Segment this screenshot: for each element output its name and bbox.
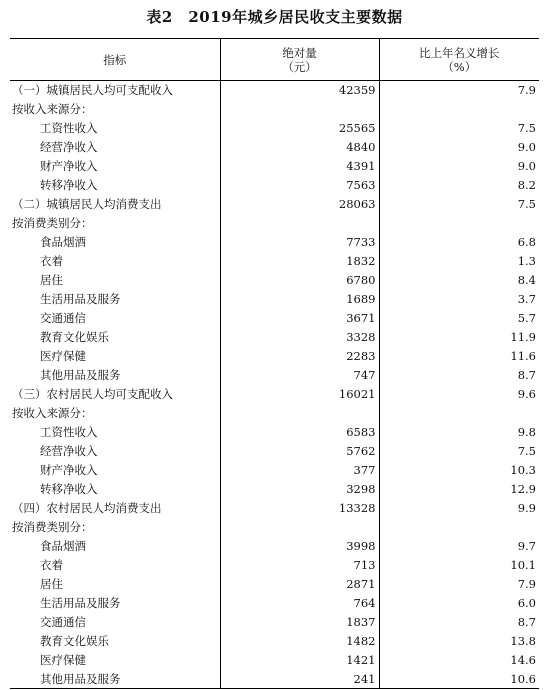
row-growth-value: 9.0 xyxy=(379,138,539,157)
row-absolute-value: 2283 xyxy=(220,347,379,366)
row-item-label: 医疗保健 xyxy=(40,653,86,667)
row-item-label: 衣着 xyxy=(40,254,63,268)
row-absolute-value: 6780 xyxy=(220,271,379,290)
row-group-label: 按消费类别分： xyxy=(12,216,93,230)
row-growth-value: 8.4 xyxy=(379,271,539,290)
row-absolute-value: 4840 xyxy=(220,138,379,157)
table-row xyxy=(10,366,539,385)
row-group-label: 按收入来源分： xyxy=(12,102,93,116)
row-item-label: 转移净收入 xyxy=(40,178,98,192)
row-absolute-value xyxy=(220,100,379,119)
header-absolute-label: 绝对量 xyxy=(282,45,317,60)
row-absolute-value: 25565 xyxy=(220,119,379,138)
row-growth-value: 7.5 xyxy=(379,195,539,214)
row-item-label: 居住 xyxy=(40,577,63,591)
table-row xyxy=(10,442,539,461)
row-item-label: 食品烟酒 xyxy=(40,539,86,553)
table-row xyxy=(10,613,539,632)
row-growth-value: 5.7 xyxy=(379,309,539,328)
table-row xyxy=(10,499,539,518)
row-group-label: 按消费类别分： xyxy=(12,520,93,534)
header-growth-label: 比上年名义增长 xyxy=(419,45,500,60)
row-absolute-value: 1482 xyxy=(220,632,379,651)
row-absolute-value: 1421 xyxy=(220,651,379,670)
table-title: 表2 2019年城乡居民收支主要数据 xyxy=(146,8,403,26)
row-item-label: 生活用品及服务 xyxy=(40,292,121,306)
header-row xyxy=(10,39,539,81)
header-growth-unit: （%） xyxy=(442,59,477,74)
table-row xyxy=(10,309,539,328)
row-growth-value: 9.7 xyxy=(379,537,539,556)
table-row xyxy=(10,461,539,480)
row-growth-value: 7.5 xyxy=(379,442,539,461)
row-absolute-value: 3298 xyxy=(220,480,379,499)
row-absolute-value: 747 xyxy=(220,366,379,385)
table-row xyxy=(10,119,539,138)
row-growth-value: 11.6 xyxy=(379,347,539,366)
row-growth-value: 10.3 xyxy=(379,461,539,480)
row-absolute-value: 1689 xyxy=(220,290,379,309)
row-section-label: （二）城镇居民人均消费支出 xyxy=(12,197,162,211)
row-item-label: 医疗保健 xyxy=(40,349,86,363)
row-growth-value: 8.7 xyxy=(379,366,539,385)
row-growth-value: 8.2 xyxy=(379,176,539,195)
header-indicator: 指标 xyxy=(10,39,220,81)
row-absolute-value: 764 xyxy=(220,594,379,613)
row-absolute-value: 1837 xyxy=(220,613,379,632)
row-absolute-value: 2871 xyxy=(220,575,379,594)
row-absolute-value: 42359 xyxy=(220,81,379,100)
row-item-label: 教育文化娱乐 xyxy=(40,634,109,648)
table-row xyxy=(10,195,539,214)
row-section-label: （一）城镇居民人均可支配收入 xyxy=(12,83,173,98)
row-growth-value xyxy=(379,404,539,423)
row-absolute-value xyxy=(220,518,379,537)
row-absolute-value: 3998 xyxy=(220,537,379,556)
row-growth-value: 9.9 xyxy=(379,499,539,518)
row-item-label: 居住 xyxy=(40,273,63,287)
header-absolute-unit: （元） xyxy=(282,59,317,74)
table-row xyxy=(10,594,539,613)
row-growth-value xyxy=(379,518,539,537)
row-absolute-value: 28063 xyxy=(220,195,379,214)
row-growth-value: 7.5 xyxy=(379,119,539,138)
row-item-label: 经营净收入 xyxy=(40,140,98,154)
table-row xyxy=(10,252,539,271)
table-row xyxy=(10,556,539,575)
table-row xyxy=(10,537,539,556)
row-item-label: 交通通信 xyxy=(40,615,86,629)
table-row xyxy=(10,157,539,176)
row-absolute-value: 377 xyxy=(220,461,379,480)
row-section-label: （三）农村居民人均可支配收入 xyxy=(12,387,173,401)
row-absolute-value: 7563 xyxy=(220,176,379,195)
row-absolute-value: 16021 xyxy=(220,385,379,404)
row-growth-value: 9.8 xyxy=(379,423,539,442)
table-row xyxy=(10,651,539,670)
data-table xyxy=(10,38,539,689)
row-item-label: 转移净收入 xyxy=(40,482,98,496)
row-item-label: 交通通信 xyxy=(40,311,86,325)
table-row xyxy=(10,404,539,423)
row-item-label: 财产净收入 xyxy=(40,463,98,477)
table-row xyxy=(10,328,539,347)
row-growth-value: 6.8 xyxy=(379,233,539,252)
row-item-label: 经营净收入 xyxy=(40,444,98,458)
table-row xyxy=(10,271,539,290)
row-absolute-value xyxy=(220,214,379,233)
table-row xyxy=(10,347,539,366)
table-row xyxy=(10,100,539,119)
table-row xyxy=(10,138,539,157)
row-growth-value: 7.9 xyxy=(379,575,539,594)
row-item-label: 其他用品及服务 xyxy=(10,670,220,689)
row-group-label: 按收入来源分： xyxy=(12,406,93,420)
row-growth-value xyxy=(379,214,539,233)
row-growth-value: 7.9 xyxy=(379,81,539,100)
row-absolute-value: 1832 xyxy=(220,252,379,271)
row-absolute-value: 5762 xyxy=(220,442,379,461)
table-body xyxy=(10,81,539,689)
table-row xyxy=(10,81,539,100)
row-absolute-value: 4391 xyxy=(220,157,379,176)
table-row xyxy=(10,176,539,195)
row-growth-value: 13.8 xyxy=(379,632,539,651)
table-row xyxy=(10,214,539,233)
row-absolute-value: 7733 xyxy=(220,233,379,252)
row-growth-value: 14.6 xyxy=(379,651,539,670)
row-absolute-value: 13328 xyxy=(220,499,379,518)
row-item-label: 财产净收入 xyxy=(40,159,98,173)
row-absolute-value: 6583 xyxy=(220,423,379,442)
table-row xyxy=(10,290,539,309)
table-row xyxy=(10,670,539,689)
table-row xyxy=(10,575,539,594)
row-item-label: 工资性收入 xyxy=(40,121,98,135)
row-item-label: 食品烟酒 xyxy=(40,235,86,249)
table-row xyxy=(10,385,539,404)
table-row xyxy=(10,480,539,499)
row-absolute-value: 3328 xyxy=(220,328,379,347)
row-item-label: 生活用品及服务 xyxy=(40,596,121,610)
row-growth-value: 9.0 xyxy=(379,157,539,176)
row-growth-value: 9.6 xyxy=(379,385,539,404)
row-absolute-value xyxy=(220,404,379,423)
row-growth-value: 10.1 xyxy=(379,556,539,575)
row-absolute-value: 3671 xyxy=(220,309,379,328)
table-row xyxy=(10,632,539,651)
table-row xyxy=(10,233,539,252)
row-growth-value: 6.0 xyxy=(379,594,539,613)
header-growth xyxy=(379,39,539,81)
row-growth-value: 12.9 xyxy=(379,480,539,499)
row-growth-value: 8.7 xyxy=(379,613,539,632)
row-item-label: 教育文化娱乐 xyxy=(40,330,109,344)
row-section-label: （四）农村居民人均消费支出 xyxy=(12,501,162,515)
row-growth-value: 1.3 xyxy=(379,252,539,271)
table-header xyxy=(10,39,539,81)
row-item-label: 其他用品及服务 xyxy=(40,368,121,382)
row-item-label: 工资性收入 xyxy=(40,425,98,439)
row-absolute-value: 241 xyxy=(220,670,379,689)
table-row xyxy=(10,518,539,537)
row-growth-value: 3.7 xyxy=(379,290,539,309)
row-growth-value: 10.6 xyxy=(379,670,539,689)
row-absolute-value: 713 xyxy=(220,556,379,575)
table-row xyxy=(10,423,539,442)
row-item-label: 衣着 xyxy=(40,558,63,572)
row-growth-value: 11.9 xyxy=(379,328,539,347)
header-absolute-value xyxy=(220,39,379,81)
row-growth-value xyxy=(379,100,539,119)
